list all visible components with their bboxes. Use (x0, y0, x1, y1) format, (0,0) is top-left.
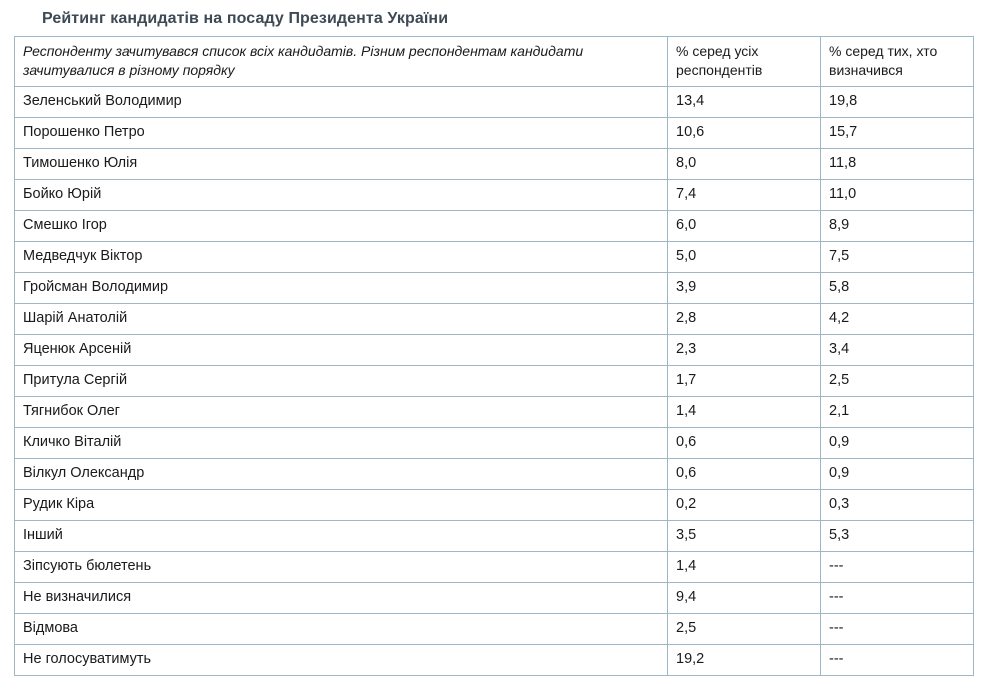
percent-decided: 3,4 (821, 334, 974, 365)
percent-decided: --- (821, 582, 974, 613)
percent-decided: 7,5 (821, 241, 974, 272)
table-body (15, 86, 974, 675)
candidate-name: Рудик Кіра (15, 489, 668, 520)
percent-all: 1,4 (668, 396, 821, 427)
table-row (15, 520, 974, 551)
candidate-name: Тимошенко Юлія (15, 148, 668, 179)
table-row (15, 365, 974, 396)
percent-decided: 0,9 (821, 458, 974, 489)
column-header-percent-all: % серед усіх респондентів (668, 37, 821, 87)
percent-decided: 4,2 (821, 303, 974, 334)
candidate-name: Кличко Віталій (15, 427, 668, 458)
percent-decided: 2,1 (821, 396, 974, 427)
table-header (15, 37, 974, 87)
candidate-name: Не визначилися (15, 582, 668, 613)
candidate-name: Відмова (15, 613, 668, 644)
table-row (15, 427, 974, 458)
percent-decided: 5,8 (821, 272, 974, 303)
candidate-rating-table (14, 36, 974, 676)
table-header-row (15, 37, 974, 87)
percent-all: 2,8 (668, 303, 821, 334)
table-row (15, 86, 974, 117)
percent-all: 9,4 (668, 582, 821, 613)
table-row (15, 613, 974, 644)
candidate-name: Тягнибок Олег (15, 396, 668, 427)
percent-all: 0,6 (668, 427, 821, 458)
percent-all: 8,0 (668, 148, 821, 179)
percent-decided: 15,7 (821, 117, 974, 148)
percent-decided: --- (821, 551, 974, 582)
table-row (15, 272, 974, 303)
percent-all: 10,6 (668, 117, 821, 148)
table-row (15, 489, 974, 520)
column-header-percent-decided: % серед тих, хто визначився (821, 37, 974, 87)
percent-all: 6,0 (668, 210, 821, 241)
table-row (15, 241, 974, 272)
page-title: Рейтинг кандидатів на посаду Президента України (42, 10, 449, 27)
candidate-name: Бойко Юрій (15, 179, 668, 210)
percent-decided: 19,8 (821, 86, 974, 117)
percent-all: 3,5 (668, 520, 821, 551)
percent-all: 19,2 (668, 644, 821, 675)
table-row (15, 644, 974, 675)
table-row (15, 303, 974, 334)
candidate-name: Вілкул Олександр (15, 458, 668, 489)
candidate-name: Смешко Ігор (15, 210, 668, 241)
percent-all: 2,3 (668, 334, 821, 365)
percent-all: 0,2 (668, 489, 821, 520)
table-row (15, 148, 974, 179)
percent-all: 13,4 (668, 86, 821, 117)
column-header-candidate: Респонденту зачитувався список всіх кандидатів. Різним респондентам кандидати зачитувалися в різному порядку (15, 37, 668, 87)
percent-all: 2,5 (668, 613, 821, 644)
table-row (15, 551, 974, 582)
table-row (15, 117, 974, 148)
percent-decided: 0,9 (821, 427, 974, 458)
percent-decided: 2,5 (821, 365, 974, 396)
candidate-name: Не голосуватимуть (15, 644, 668, 675)
percent-decided: 0,3 (821, 489, 974, 520)
percent-all: 7,4 (668, 179, 821, 210)
percent-all: 3,9 (668, 272, 821, 303)
percent-decided: 11,8 (821, 148, 974, 179)
candidate-name: Шарій Анатолій (15, 303, 668, 334)
candidate-name: Притула Сергій (15, 365, 668, 396)
table-row (15, 210, 974, 241)
candidate-name: Яценюк Арсеній (15, 334, 668, 365)
candidate-name: Гройсман Володимир (15, 272, 668, 303)
percent-decided: 8,9 (821, 210, 974, 241)
percent-all: 1,7 (668, 365, 821, 396)
percent-all: 1,4 (668, 551, 821, 582)
candidate-name: Зіпсують бюлетень (15, 551, 668, 582)
table-row (15, 334, 974, 365)
candidate-name: Зеленський Володимир (15, 86, 668, 117)
table-row (15, 458, 974, 489)
candidate-name: Медведчук Віктор (15, 241, 668, 272)
percent-all: 0,6 (668, 458, 821, 489)
table-row (15, 396, 974, 427)
candidate-name: Інший (15, 520, 668, 551)
candidate-name: Порошенко Петро (15, 117, 668, 148)
percent-all: 5,0 (668, 241, 821, 272)
percent-decided: 11,0 (821, 179, 974, 210)
table-row (15, 582, 974, 613)
table-row (15, 179, 974, 210)
percent-decided: --- (821, 613, 974, 644)
percent-decided: 5,3 (821, 520, 974, 551)
percent-decided: --- (821, 644, 974, 675)
